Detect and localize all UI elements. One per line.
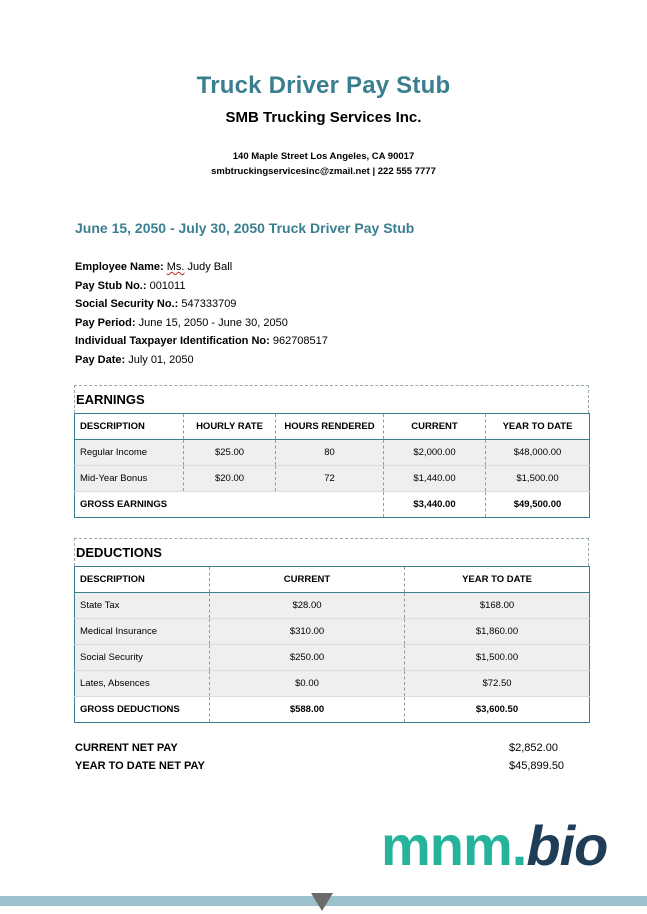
current-net-pay-label: CURRENT NET PAY [75,742,178,754]
column-header: YEAR TO DATE [486,414,590,440]
table-cell: $2,000.00 [384,440,486,466]
column-header: DESCRIPTION [75,567,210,593]
table-cell: $25.00 [184,440,276,466]
ytd-net-pay-label: YEAR TO DATE NET PAY [75,760,205,772]
column-header: CURRENT [210,567,405,593]
company-address: 140 Maple Street Los Angeles, CA 90017 [232,151,415,162]
table-cell: Social Security [75,645,210,671]
earnings-heading: EARNINGS [74,385,589,413]
column-header: HOURS RENDERED [276,414,384,440]
ssn-line: Social Security No.: 547333709 [75,298,237,310]
pay-period-line: Pay Period: June 15, 2050 - June 30, 2050 [75,316,288,329]
column-header: YEAR TO DATE [405,567,590,593]
earnings-table [74,413,590,518]
table-cell: $1,500.00 [405,645,590,671]
table-cell: $0.00 [210,671,405,697]
table-header-row [75,567,590,593]
table-cell: $168.00 [405,593,590,619]
column-header: CURRENT [384,414,486,440]
table-cell: 80 [276,440,384,466]
footer-triangle-icon [311,893,333,911]
pay-stub-line: Pay Stub No.: 001011 [75,279,186,292]
table-row [75,619,590,645]
table-cell: Regular Income [75,440,184,466]
company-name: SMB Trucking Services Inc. [225,109,422,126]
table-row [75,466,590,492]
deductions-table [74,566,590,723]
itin-line: Individual Taxpayer Identification No: 962708517 [75,335,328,347]
company-contact: smbtruckingservicesinc@zmail.net | 222 555 7777 [211,166,436,177]
pay-period-heading: June 15, 2050 - July 30, 2050 Truck Driver Pay Stub [75,220,415,236]
pay-date-line: Pay Date: July 01, 2050 [75,353,194,366]
total-label: GROSS DEDUCTIONS [75,697,210,723]
table-row [75,645,590,671]
total-current: $3,440.00 [384,492,486,518]
total-ytd: $49,500.00 [486,492,590,518]
table-header-row [75,414,590,440]
column-header: DESCRIPTION [75,414,184,440]
deductions-heading: DEDUCTIONS [74,538,589,566]
table-cell: Lates, Absences [75,671,210,697]
document-title: Truck Driver Pay Stub [196,72,451,99]
table-cell: $48,000.00 [486,440,590,466]
table-cell: $20.00 [184,466,276,492]
table-row [75,593,590,619]
total-label: GROSS EARNINGS [75,492,384,518]
ytd-net-pay-value: $45,899.50 [509,760,565,772]
column-header: HOURLY RATE [184,414,276,440]
total-current: $588.00 [210,697,405,723]
table-cell: Mid-Year Bonus [75,466,184,492]
table-cell: State Tax [75,593,210,619]
table-row [75,671,590,697]
deductions-section [74,538,589,723]
employee-info [75,258,328,369]
watermark-logo: mnm.bio [381,814,608,877]
gross-earnings-row [75,492,590,518]
table-cell: $250.00 [210,645,405,671]
employee-name-line: Employee Name: Ms. Judy Ball [75,261,233,273]
earnings-section [74,385,589,518]
table-cell: 72 [276,466,384,492]
table-cell: Medical Insurance [75,619,210,645]
table-cell: $72.50 [405,671,590,697]
table-cell: $1,860.00 [405,619,590,645]
table-cell: $1,440.00 [384,466,486,492]
table-cell: $28.00 [210,593,405,619]
gross-deductions-row [75,697,590,723]
table-row [75,440,590,466]
table-cell: $310.00 [210,619,405,645]
total-ytd: $3,600.50 [405,697,590,723]
current-net-pay-value: $2,852.00 [509,742,558,754]
table-cell: $1,500.00 [486,466,590,492]
